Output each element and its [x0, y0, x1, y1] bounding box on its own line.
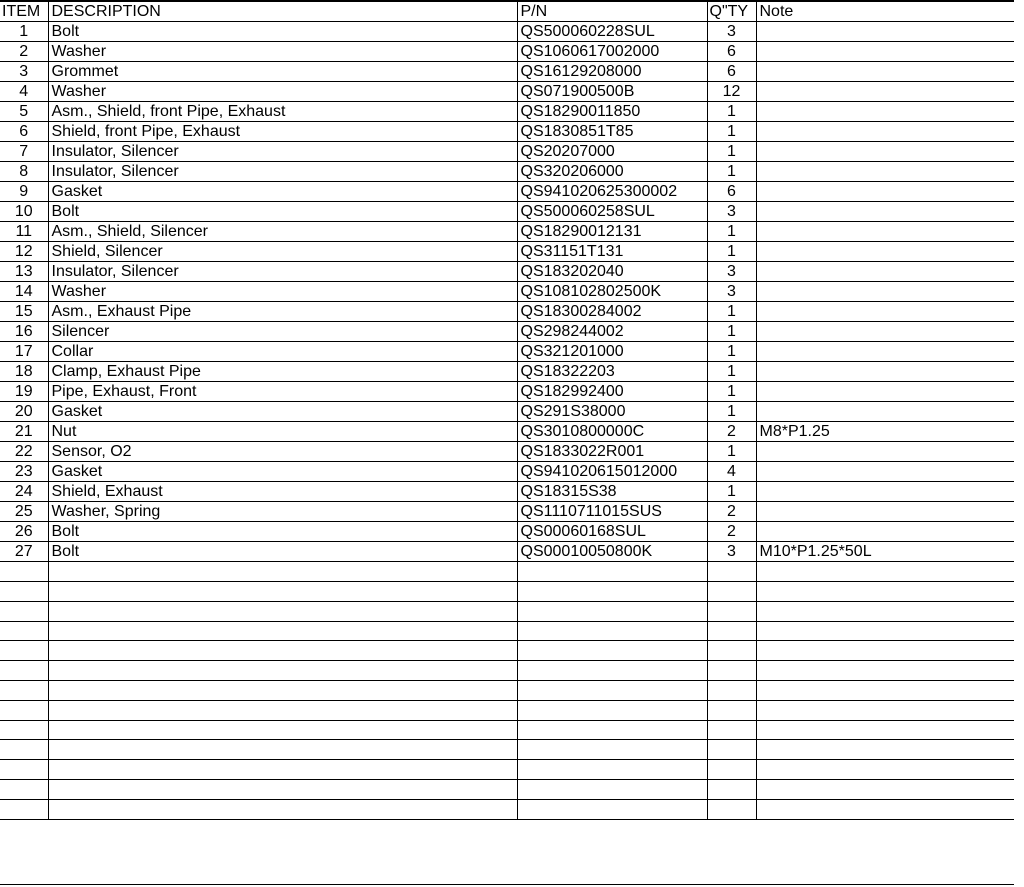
- empty-cell: [707, 562, 756, 582]
- empty-cell: [756, 601, 1014, 621]
- table-row: [0, 522, 1014, 542]
- empty-cell: [517, 740, 707, 760]
- table-row: [0, 422, 1014, 442]
- empty-cell: [0, 582, 48, 602]
- cell-item: 8: [0, 162, 48, 182]
- cell-part-number: QS071900500B: [517, 82, 707, 102]
- table-row: [0, 462, 1014, 482]
- cell-item: 6: [0, 122, 48, 142]
- cell-description: Washer, Spring: [48, 502, 517, 522]
- cell-note: M10*P1.25*50L: [756, 542, 1014, 562]
- cell-item: 7: [0, 142, 48, 162]
- empty-cell: [756, 740, 1014, 760]
- empty-cell: [517, 601, 707, 621]
- empty-cell: [517, 780, 707, 800]
- table-row: [0, 142, 1014, 162]
- empty-table-row: [0, 681, 1014, 701]
- empty-cell: [707, 582, 756, 602]
- table-row: [0, 182, 1014, 202]
- empty-cell: [756, 799, 1014, 819]
- cell-item: 3: [0, 62, 48, 82]
- cell-item: 10: [0, 202, 48, 222]
- table-row: [0, 22, 1014, 42]
- cell-item: 21: [0, 422, 48, 442]
- empty-cell: [48, 740, 517, 760]
- cell-item: 5: [0, 102, 48, 122]
- empty-cell: [48, 780, 517, 800]
- header-quantity: Q"TY: [707, 2, 756, 22]
- empty-cell: [0, 661, 48, 681]
- empty-table-row: [0, 720, 1014, 740]
- cell-item: 11: [0, 222, 48, 242]
- empty-cell: [48, 700, 517, 720]
- cell-part-number: QS00010050800K: [517, 542, 707, 562]
- empty-cell: [517, 799, 707, 819]
- cell-part-number: QS291S38000: [517, 402, 707, 422]
- empty-cell: [0, 681, 48, 701]
- cell-item: 9: [0, 182, 48, 202]
- cell-item: 2: [0, 42, 48, 62]
- table-row: [0, 342, 1014, 362]
- empty-cell: [756, 582, 1014, 602]
- empty-cell: [48, 641, 517, 661]
- cell-description: Insulator, Silencer: [48, 262, 517, 282]
- cell-quantity: 1: [707, 362, 756, 382]
- cell-note: [756, 442, 1014, 462]
- cell-description: Washer: [48, 282, 517, 302]
- cell-quantity: 1: [707, 322, 756, 342]
- cell-item: 24: [0, 482, 48, 502]
- empty-cell: [517, 681, 707, 701]
- cell-part-number: QS18322203: [517, 362, 707, 382]
- empty-cell: [0, 780, 48, 800]
- empty-cell: [0, 720, 48, 740]
- cell-description: Bolt: [48, 542, 517, 562]
- cell-note: [756, 22, 1014, 42]
- cell-note: [756, 122, 1014, 142]
- empty-table-row: [0, 780, 1014, 800]
- cell-item: 16: [0, 322, 48, 342]
- empty-table-row: [0, 799, 1014, 819]
- empty-table-row: [0, 740, 1014, 760]
- cell-item: 19: [0, 382, 48, 402]
- empty-cell: [48, 681, 517, 701]
- cell-description: Insulator, Silencer: [48, 142, 517, 162]
- empty-cell: [517, 700, 707, 720]
- cell-part-number: QS182992400: [517, 382, 707, 402]
- empty-cell: [707, 681, 756, 701]
- empty-cell: [48, 720, 517, 740]
- cell-description: Shield, Exhaust: [48, 482, 517, 502]
- empty-table-row: [0, 562, 1014, 582]
- empty-cell: [517, 720, 707, 740]
- table-row: [0, 382, 1014, 402]
- cell-part-number: QS500060258SUL: [517, 202, 707, 222]
- cell-part-number: QS1110711015SUS: [517, 502, 707, 522]
- empty-cell: [0, 562, 48, 582]
- empty-cell: [517, 760, 707, 780]
- cell-item: 27: [0, 542, 48, 562]
- empty-cell: [756, 760, 1014, 780]
- cell-item: 25: [0, 502, 48, 522]
- cell-description: Bolt: [48, 22, 517, 42]
- cell-description: Collar: [48, 342, 517, 362]
- header-description: DESCRIPTION: [48, 2, 517, 22]
- empty-cell: [517, 641, 707, 661]
- cell-description: Washer: [48, 82, 517, 102]
- cell-note: [756, 282, 1014, 302]
- empty-cell: [517, 582, 707, 602]
- cell-quantity: 1: [707, 122, 756, 142]
- cell-quantity: 1: [707, 222, 756, 242]
- table-row: [0, 62, 1014, 82]
- cell-note: [756, 522, 1014, 542]
- empty-cell: [48, 582, 517, 602]
- cell-note: [756, 182, 1014, 202]
- empty-table-row: [0, 621, 1014, 641]
- empty-cell: [707, 661, 756, 681]
- empty-table-row: [0, 700, 1014, 720]
- table-row: [0, 402, 1014, 422]
- empty-cell: [517, 661, 707, 681]
- empty-cell: [707, 780, 756, 800]
- cell-description: Silencer: [48, 322, 517, 342]
- cell-note: M8*P1.25: [756, 422, 1014, 442]
- cell-quantity: 3: [707, 262, 756, 282]
- cell-part-number: QS1833022R001: [517, 442, 707, 462]
- cell-description: Shield, front Pipe, Exhaust: [48, 122, 517, 142]
- cell-item: 12: [0, 242, 48, 262]
- table-row: [0, 362, 1014, 382]
- cell-description: Gasket: [48, 402, 517, 422]
- empty-cell: [48, 760, 517, 780]
- empty-cell: [707, 720, 756, 740]
- cell-note: [756, 362, 1014, 382]
- cell-part-number: QS31151T131: [517, 242, 707, 262]
- cell-note: [756, 142, 1014, 162]
- cell-quantity: 2: [707, 522, 756, 542]
- cell-item: 14: [0, 282, 48, 302]
- empty-cell: [756, 562, 1014, 582]
- cell-part-number: QS941020615012000: [517, 462, 707, 482]
- cell-quantity: 1: [707, 482, 756, 502]
- cell-part-number: QS183202040: [517, 262, 707, 282]
- header-note: Note: [756, 2, 1014, 22]
- cell-part-number: QS18315S38: [517, 482, 707, 502]
- cell-note: [756, 462, 1014, 482]
- cell-quantity: 1: [707, 442, 756, 462]
- cell-note: [756, 382, 1014, 402]
- empty-cell: [707, 799, 756, 819]
- empty-cell: [756, 621, 1014, 641]
- cell-note: [756, 342, 1014, 362]
- empty-cell: [48, 799, 517, 819]
- cell-description: Pipe, Exhaust, Front: [48, 382, 517, 402]
- cell-item: 4: [0, 82, 48, 102]
- table-row: [0, 282, 1014, 302]
- cell-part-number: QS1060617002000: [517, 42, 707, 62]
- cell-description: Nut: [48, 422, 517, 442]
- empty-cell: [517, 621, 707, 641]
- empty-cell: [0, 601, 48, 621]
- cell-description: Sensor, O2: [48, 442, 517, 462]
- cell-description: Grommet: [48, 62, 517, 82]
- cell-note: [756, 62, 1014, 82]
- cell-part-number: QS18290011850: [517, 102, 707, 122]
- cell-note: [756, 102, 1014, 122]
- empty-cell: [756, 661, 1014, 681]
- cell-description: Shield, Silencer: [48, 242, 517, 262]
- table-row: [0, 502, 1014, 522]
- table-row: [0, 322, 1014, 342]
- empty-table-row: [0, 641, 1014, 661]
- empty-cell: [517, 562, 707, 582]
- cell-quantity: 1: [707, 302, 756, 322]
- table-row: [0, 542, 1014, 562]
- empty-cell: [0, 740, 48, 760]
- cell-part-number: QS941020625300002: [517, 182, 707, 202]
- parts-list-table: [0, 2, 1014, 820]
- table-row: [0, 302, 1014, 322]
- cell-quantity: 1: [707, 402, 756, 422]
- empty-cell: [756, 720, 1014, 740]
- cell-description: Clamp, Exhaust Pipe: [48, 362, 517, 382]
- table-row: [0, 482, 1014, 502]
- table-row: [0, 242, 1014, 262]
- cell-quantity: 1: [707, 102, 756, 122]
- cell-note: [756, 242, 1014, 262]
- cell-description: Insulator, Silencer: [48, 162, 517, 182]
- header-item: ITEM: [0, 2, 48, 22]
- cell-note: [756, 302, 1014, 322]
- cell-item: 20: [0, 402, 48, 422]
- empty-cell: [0, 700, 48, 720]
- cell-quantity: 12: [707, 82, 756, 102]
- cell-part-number: QS298244002: [517, 322, 707, 342]
- empty-cell: [48, 601, 517, 621]
- table-row: [0, 102, 1014, 122]
- cell-quantity: 2: [707, 422, 756, 442]
- table-row: [0, 262, 1014, 282]
- cell-part-number: QS20207000: [517, 142, 707, 162]
- table-body: [0, 22, 1014, 819]
- cell-item: 1: [0, 22, 48, 42]
- cell-quantity: 3: [707, 282, 756, 302]
- cell-note: [756, 162, 1014, 182]
- cell-description: Bolt: [48, 202, 517, 222]
- cell-part-number: QS16129208000: [517, 62, 707, 82]
- empty-cell: [0, 641, 48, 661]
- cell-quantity: 3: [707, 22, 756, 42]
- cell-quantity: 6: [707, 182, 756, 202]
- cell-quantity: 6: [707, 62, 756, 82]
- cell-part-number: QS3010800000C: [517, 422, 707, 442]
- empty-cell: [756, 780, 1014, 800]
- table-row: [0, 122, 1014, 142]
- cell-quantity: 1: [707, 142, 756, 162]
- cell-quantity: 1: [707, 382, 756, 402]
- empty-cell: [0, 621, 48, 641]
- cell-note: [756, 502, 1014, 522]
- cell-item: 26: [0, 522, 48, 542]
- cell-description: Asm., Shield, front Pipe, Exhaust: [48, 102, 517, 122]
- empty-cell: [48, 621, 517, 641]
- cell-quantity: 3: [707, 542, 756, 562]
- empty-cell: [707, 621, 756, 641]
- cell-part-number: QS1830851T85: [517, 122, 707, 142]
- table-row: [0, 202, 1014, 222]
- cell-item: 15: [0, 302, 48, 322]
- empty-cell: [707, 601, 756, 621]
- table-row: [0, 42, 1014, 62]
- cell-quantity: 3: [707, 202, 756, 222]
- cell-note: [756, 222, 1014, 242]
- cell-part-number: QS320206000: [517, 162, 707, 182]
- empty-cell: [707, 641, 756, 661]
- cell-quantity: 1: [707, 242, 756, 262]
- empty-cell: [707, 700, 756, 720]
- empty-cell: [756, 700, 1014, 720]
- empty-cell: [707, 740, 756, 760]
- cell-part-number: QS00060168SUL: [517, 522, 707, 542]
- cell-part-number: QS18290012131: [517, 222, 707, 242]
- cell-item: 13: [0, 262, 48, 282]
- cell-description: Bolt: [48, 522, 517, 542]
- cell-note: [756, 262, 1014, 282]
- cell-note: [756, 82, 1014, 102]
- cell-item: 22: [0, 442, 48, 462]
- empty-table-row: [0, 661, 1014, 681]
- empty-cell: [0, 760, 48, 780]
- cell-description: Asm., Shield, Silencer: [48, 222, 517, 242]
- empty-cell: [0, 799, 48, 819]
- cell-note: [756, 482, 1014, 502]
- empty-cell: [756, 641, 1014, 661]
- cell-part-number: QS18300284002: [517, 302, 707, 322]
- page-bottom-rule: [0, 884, 1014, 885]
- cell-quantity: 2: [707, 502, 756, 522]
- table-row: [0, 442, 1014, 462]
- empty-table-row: [0, 760, 1014, 780]
- cell-note: [756, 402, 1014, 422]
- table-row: [0, 82, 1014, 102]
- cell-quantity: 1: [707, 342, 756, 362]
- empty-cell: [48, 562, 517, 582]
- cell-item: 23: [0, 462, 48, 482]
- empty-cell: [48, 661, 517, 681]
- cell-part-number: QS321201000: [517, 342, 707, 362]
- empty-table-row: [0, 582, 1014, 602]
- table-header-row: [0, 2, 1014, 22]
- cell-description: Asm., Exhaust Pipe: [48, 302, 517, 322]
- cell-quantity: 1: [707, 162, 756, 182]
- empty-table-row: [0, 601, 1014, 621]
- table-row: [0, 162, 1014, 182]
- cell-note: [756, 42, 1014, 62]
- empty-cell: [756, 681, 1014, 701]
- empty-cell: [707, 760, 756, 780]
- cell-quantity: 4: [707, 462, 756, 482]
- cell-item: 18: [0, 362, 48, 382]
- cell-item: 17: [0, 342, 48, 362]
- cell-description: Washer: [48, 42, 517, 62]
- cell-part-number: QS500060228SUL: [517, 22, 707, 42]
- cell-description: Gasket: [48, 182, 517, 202]
- cell-quantity: 6: [707, 42, 756, 62]
- table-row: [0, 222, 1014, 242]
- header-part-number: P/N: [517, 2, 707, 22]
- cell-description: Gasket: [48, 462, 517, 482]
- cell-note: [756, 322, 1014, 342]
- cell-note: [756, 202, 1014, 222]
- cell-part-number: QS108102802500K: [517, 282, 707, 302]
